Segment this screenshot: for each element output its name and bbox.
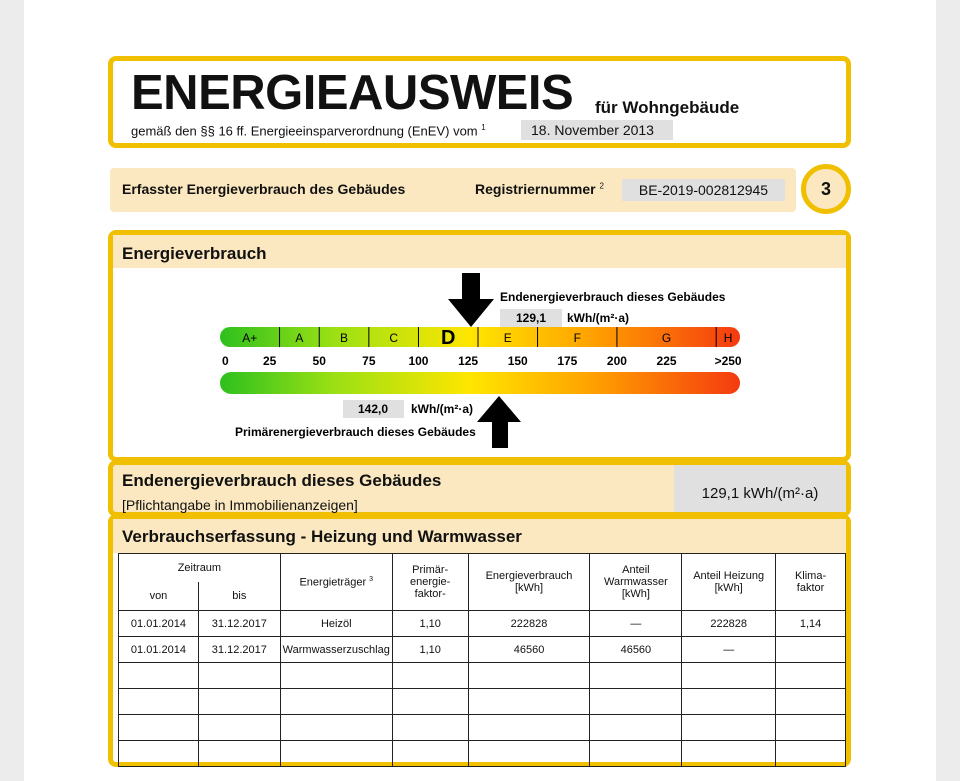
header-energieverbrauch: Energieverbrauch [kWh] xyxy=(468,554,590,611)
tick-label: 50 xyxy=(312,354,326,368)
cell-warmwasser: — xyxy=(590,611,682,637)
tick-label: 100 xyxy=(408,354,429,368)
regulation-text: gemäß den §§ 16 ff. Energieeinsparverordnung (EnEV) vom $^1$ xyxy=(131,123,486,139)
primary-energy-value: 142,0 xyxy=(357,402,389,416)
cell-traeger: Warmwasserzuschlag xyxy=(280,637,392,663)
page-number-badge: 3 xyxy=(801,164,851,214)
table-row xyxy=(119,663,846,689)
end-energy-title: Endenergieverbrauch dieses Gebäudes xyxy=(122,471,442,490)
tick-label: 200 xyxy=(606,354,627,368)
tick-label: 25 xyxy=(262,354,277,368)
page-title: ENERGIEAUSWEIS xyxy=(131,66,574,120)
cell-primaer: 1,10 xyxy=(392,611,468,637)
energy-scale xyxy=(113,235,846,457)
end-energy-arrow xyxy=(448,273,494,327)
cell-von: 01.01.2014 xyxy=(119,637,199,663)
gradient-bar xyxy=(220,372,740,394)
table-row xyxy=(119,611,846,637)
cell-heizung: — xyxy=(682,637,776,663)
cell-warmwasser: 46560 xyxy=(590,637,682,663)
end-energy-note: [Pflichtangabe in Immobilienanzeigen] xyxy=(122,497,358,513)
end-energy-unit: kWh/(m²·a) xyxy=(567,311,629,325)
cell-bis: 31.12.2017 xyxy=(198,637,280,663)
class-label-f: F xyxy=(573,331,581,345)
class-label-b: B xyxy=(340,331,349,345)
subtitle: für Wohngebäude xyxy=(595,98,740,117)
certificate-header xyxy=(108,56,851,148)
tick-label: >250 xyxy=(714,354,742,368)
header-warmwasser: Anteil Warmwasser [kWh] xyxy=(590,554,682,611)
end-energy-summary-value: 129,1 kWh/(m²·a) xyxy=(674,465,846,512)
consumption-table xyxy=(118,553,846,767)
table-row xyxy=(119,741,846,767)
tick-label: 0 xyxy=(222,354,229,368)
cell-heizung: 222828 xyxy=(682,611,776,637)
consumption-record-section xyxy=(108,514,851,767)
class-label-a: A xyxy=(295,331,304,345)
header-primaerfaktor: Primär- energie- faktor- xyxy=(392,554,468,611)
cell-von: 01.01.2014 xyxy=(119,611,199,637)
end-energy-value: 129,1 xyxy=(515,311,547,325)
tick-label: 75 xyxy=(362,354,376,368)
cell-bis: 31.12.2017 xyxy=(198,611,280,637)
consumption-banner xyxy=(110,168,796,212)
section-title: Energieverbrauch xyxy=(122,244,267,263)
regulation-date: 18. November 2013 xyxy=(521,120,673,140)
primary-energy-label: Primärenergieverbrauch dieses Gebäudes xyxy=(235,425,476,439)
primary-energy-unit: kWh/(m²·a) xyxy=(411,402,473,416)
class-label-h: H xyxy=(723,331,733,345)
header-bis: bis xyxy=(198,582,280,611)
end-energy-summary xyxy=(108,460,851,517)
cell-traeger: Heizöl xyxy=(280,611,392,637)
tick-label: 175 xyxy=(557,354,578,368)
class-label-g: G xyxy=(661,331,672,345)
registration-number: BE-2019-002812945 xyxy=(622,179,785,201)
tick-label: 225 xyxy=(656,354,677,368)
header-heizung: Anteil Heizung [kWh] xyxy=(682,554,776,611)
class-label-c: C xyxy=(389,331,399,345)
class-label-aplus: A+ xyxy=(242,331,258,345)
class-label-d: D xyxy=(441,327,456,349)
table-row xyxy=(119,689,846,715)
cell-primaer: 1,10 xyxy=(392,637,468,663)
end-energy-label: Endenergieverbrauch dieses Gebäudes xyxy=(500,290,726,304)
cell-klima: 1,14 xyxy=(776,611,846,637)
class-label-e: E xyxy=(503,331,512,345)
banner-label: Erfasster Energieverbrauch des Gebäudes xyxy=(122,181,406,197)
registration-label: Registriernummer $^2$ xyxy=(475,181,604,197)
table-row xyxy=(119,637,846,663)
cell-klima xyxy=(776,637,846,663)
tick-label: 150 xyxy=(507,354,528,368)
header-von: von xyxy=(119,582,199,611)
cell-verbrauch: 222828 xyxy=(468,611,590,637)
header-energietraeger: Energieträger $^3$ xyxy=(280,554,392,611)
table-section-title: Verbrauchserfassung - Heizung und Warmwasser xyxy=(122,527,522,546)
primary-energy-arrow xyxy=(477,396,521,448)
energy-consumption-section xyxy=(108,230,851,462)
header-zeitraum: Zeitraum xyxy=(119,554,281,583)
tick-label: 125 xyxy=(458,354,479,368)
header-klimafaktor: Klima- faktor xyxy=(776,554,846,611)
cell-verbrauch: 46560 xyxy=(468,637,590,663)
table-section-header xyxy=(113,519,846,553)
table-row xyxy=(119,715,846,741)
